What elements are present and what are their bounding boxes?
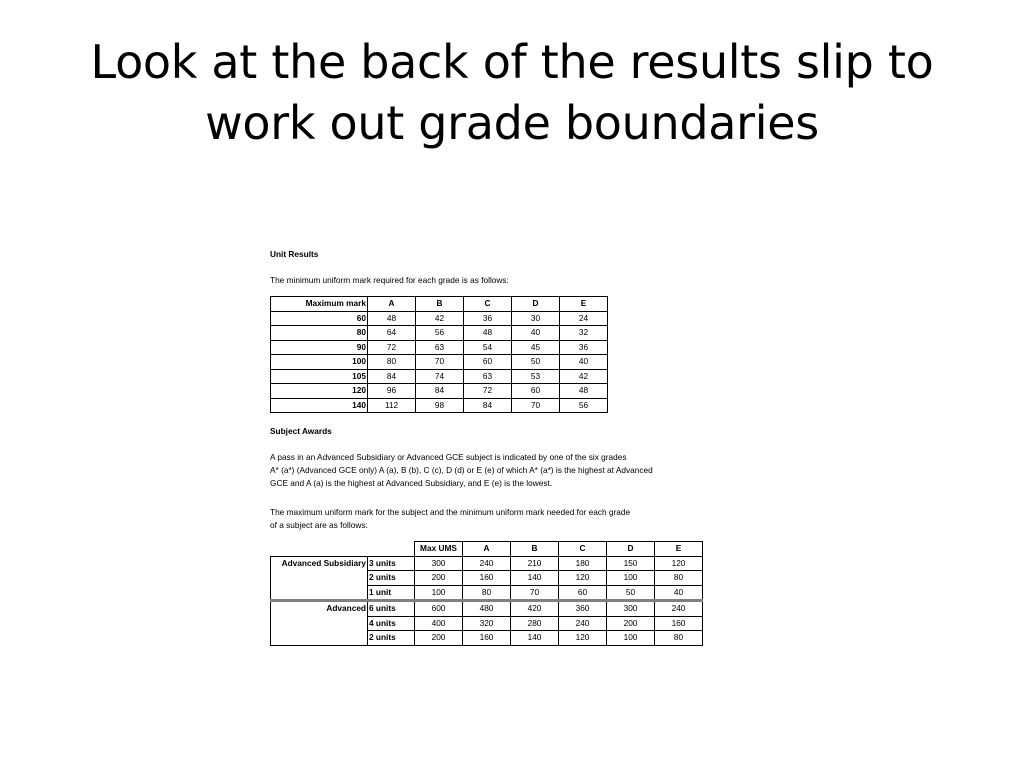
subject-awards-para-line: A* (a*) (Advanced GCE only) A (a), B (b), C (c), D (d) or E (e) of which A* (a*) is the highest at Advanced [270,465,653,475]
table-cell: 300 [607,601,655,617]
table-cell: 50 [607,585,655,601]
units-cell: 6 units [368,601,415,617]
subject-awards-header-row [271,542,703,557]
table-cell: 320 [463,616,511,631]
column-header: E [655,542,703,557]
table-cell: 100 [415,585,463,601]
table-cell: 140 [511,631,559,646]
column-header: Maximum mark [271,297,368,312]
table-cell: 80 [368,355,416,370]
table-row [271,311,608,326]
units-cell: 4 units [368,616,415,631]
subject-awards-table [270,541,703,646]
table-cell: 180 [559,556,607,571]
table-cell: 42 [560,369,608,384]
table-cell: 64 [368,326,416,341]
table-cell: 53 [512,369,560,384]
row-header-cell: 120 [271,384,368,399]
table-cell: 160 [463,631,511,646]
table-cell: 240 [655,601,703,617]
table-cell: 50 [512,355,560,370]
table-cell: 24 [560,311,608,326]
table-cell: 56 [416,326,464,341]
table-cell: 120 [559,631,607,646]
table-cell: 120 [655,556,703,571]
row-header-cell: 60 [271,311,368,326]
table-cell: 36 [464,311,512,326]
table-cell: 60 [464,355,512,370]
table-cell: 48 [368,311,416,326]
table-cell: 56 [560,398,608,413]
results-slip-image [270,248,710,646]
column-header: D [512,297,560,312]
units-cell: 2 units [368,571,415,586]
column-header: C [559,542,607,557]
table-cell: 98 [416,398,464,413]
table-cell: 280 [511,616,559,631]
table-row [271,355,608,370]
table-cell: 210 [511,556,559,571]
table-cell: 63 [416,340,464,355]
column-header: B [511,542,559,557]
table-cell: 84 [416,384,464,399]
subject-awards-heading: Subject Awards [270,426,332,436]
subject-awards-para-line: A pass in an Advanced Subsidiary or Advanced GCE subject is indicated by one of the six grades [270,452,627,462]
table-cell: 45 [512,340,560,355]
subject-awards-para-line: GCE and A (a) is the highest at Advanced Subsidiary, and E (e) is the lowest. [270,478,553,488]
table-cell: 40 [655,585,703,601]
column-header: A [368,297,416,312]
row-header-cell: 80 [271,326,368,341]
column-header: C [464,297,512,312]
units-cell: 2 units [368,631,415,646]
table-cell: 120 [559,571,607,586]
table-row [271,601,703,617]
table-cell: 140 [511,571,559,586]
table-cell: 200 [607,616,655,631]
table-cell: 480 [463,601,511,617]
table-cell: 80 [655,631,703,646]
table-cell: 240 [463,556,511,571]
table-cell: 600 [415,601,463,617]
table-row [271,384,608,399]
table-row [271,369,608,384]
subject-awards-para-line: The maximum uniform mark for the subject and the minimum uniform mark needed for each grade [270,507,631,517]
slide-title: Look at the back of the results slip to work out grade boundaries [90,35,934,150]
table-cell: 72 [368,340,416,355]
table-cell: 160 [655,616,703,631]
table-cell: 60 [512,384,560,399]
column-header: Max UMS [415,542,463,557]
table-cell: 360 [559,601,607,617]
table-cell: 100 [607,631,655,646]
table-cell: 150 [607,556,655,571]
table-cell: 96 [368,384,416,399]
table-cell: 40 [512,326,560,341]
table-cell: 30 [512,311,560,326]
unit-results-intro: The minimum uniform mark required for each grade is as follows: [270,275,509,285]
unit-results-header-row [271,297,608,312]
table-cell: 63 [464,369,512,384]
table-cell: 54 [464,340,512,355]
table-cell: 300 [415,556,463,571]
table-cell: 32 [560,326,608,341]
table-cell: 200 [415,571,463,586]
units-cell: 3 units [368,556,415,571]
table-cell: 84 [464,398,512,413]
row-header-cell: 90 [271,340,368,355]
table-row [271,326,608,341]
table-cell: 60 [559,585,607,601]
table-cell: 84 [368,369,416,384]
table-cell: 48 [560,384,608,399]
units-cell: 1 unit [368,585,415,601]
column-header: B [416,297,464,312]
table-row [271,556,703,571]
table-cell: 420 [511,601,559,617]
table-cell: 40 [560,355,608,370]
table-cell: 70 [511,585,559,601]
table-cell: 80 [655,571,703,586]
column-header: E [560,297,608,312]
table-cell: 240 [559,616,607,631]
group-label-cell: Advanced Subsidiary [271,556,368,601]
table-cell: 160 [463,571,511,586]
unit-results-table [270,296,608,413]
table-cell: 80 [463,585,511,601]
row-header-cell: 105 [271,369,368,384]
table-cell: 48 [464,326,512,341]
table-cell: 112 [368,398,416,413]
table-cell: 400 [415,616,463,631]
row-header-cell: 100 [271,355,368,370]
table-cell: 70 [416,355,464,370]
table-cell: 74 [416,369,464,384]
table-row [271,398,608,413]
table-cell: 72 [464,384,512,399]
group-label-cell: Advanced [271,601,368,646]
table-cell: 100 [607,571,655,586]
table-cell: 70 [512,398,560,413]
subject-awards-para-line: of a subject are as follows: [270,520,368,530]
table-row [271,340,608,355]
row-header-cell: 140 [271,398,368,413]
unit-results-heading: Unit Results [270,249,319,259]
column-header: D [607,542,655,557]
table-cell: 36 [560,340,608,355]
column-header: A [463,542,511,557]
table-cell: 42 [416,311,464,326]
table-cell: 200 [415,631,463,646]
